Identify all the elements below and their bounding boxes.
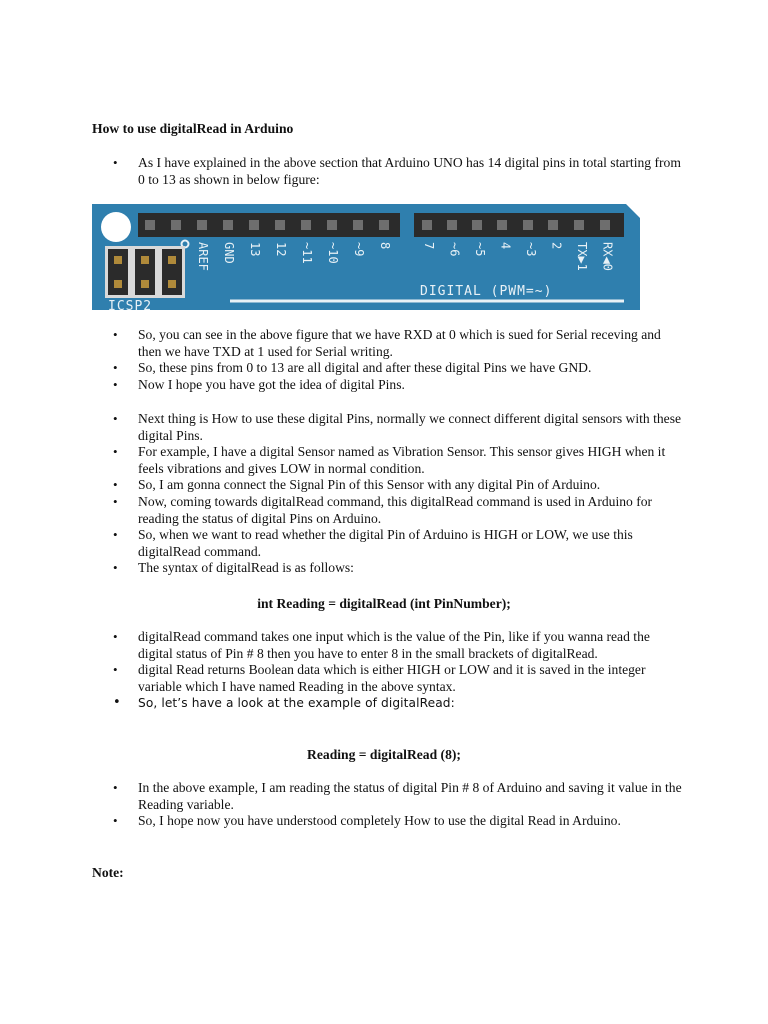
example-code-line: Reading = digitalRead (8); <box>307 747 461 762</box>
list-item: • Now I hope you have got the idea of digital Pins. <box>92 377 682 394</box>
pin-label: AREF <box>196 242 210 271</box>
mounting-hole <box>101 212 131 242</box>
note-label: Note: <box>92 865 124 880</box>
pin-label: ~10 <box>326 242 340 264</box>
pin-label: ~6 <box>447 242 462 257</box>
list-item: • So, you can see in the above figure that we have RXD at 0 which is sued for Serial receving and then we have TXD at 1 used for Serial writing. <box>92 327 682 360</box>
list-item: • In the above example, I am reading the status of digital Pin # 8 of Arduino and saving it value in the Reading variable. <box>92 780 682 813</box>
pin-label: 4 <box>498 242 513 250</box>
list-item: • The syntax of digitalRead is as follows: <box>92 560 682 577</box>
pin-label: 8 <box>378 242 392 250</box>
intro-list <box>92 155 682 188</box>
section-heading: How to use digitalRead in Arduino <box>92 121 294 136</box>
list-item: • So, these pins from 0 to 13 are all digital and after these digital Pins we have GND. <box>92 360 682 377</box>
digital-pwm-label: DIGITAL (PWM=~) <box>420 284 553 299</box>
list-item: • digitalRead command takes one input which is the value of the Pin, like if you wanna read the digital status of Pin # 8 then you have to enter 8 in the small brackets of digitalRead. <box>92 629 682 662</box>
list-item: • digital Read returns Boolean data which is either HIGH or LOW and it is saved in the integer variable which I have named Reading in the above syntax. <box>92 662 682 695</box>
list-item: • Now, coming towards digitalRead command, this digitalRead command is used in Arduino for reading the status of digital Pins on Arduino. <box>92 494 682 527</box>
list-item: • For example, I have a digital Sensor named as Vibration Sensor. This sensor gives HIGH when it feels vibrations and gives LOW in normal condition. <box>92 444 682 477</box>
arduino-board-image <box>92 204 640 310</box>
explanation-list <box>92 327 682 393</box>
usage-list <box>92 411 682 577</box>
pin-label: 12 <box>274 242 288 257</box>
pin-label: RX◀0 <box>600 242 615 271</box>
syntax-explanation-list <box>92 629 682 712</box>
pin-label: ~3 <box>524 242 538 257</box>
list-item: • Next thing is How to use these digital Pins, normally we connect different digital sensors with these digital Pins. <box>92 411 682 444</box>
icsp-label: ICSP2 <box>108 299 153 310</box>
right-pin-header <box>414 213 624 237</box>
arduino-header-figure <box>92 204 640 310</box>
pin-label: ~11 <box>300 242 314 264</box>
syntax-code-line: int Reading = digitalRead (int PinNumber); <box>257 596 511 611</box>
pin-label: 7 <box>422 242 436 250</box>
pin-label: ~9 <box>352 242 366 257</box>
pin-label: TX▶1 <box>575 242 589 271</box>
pin-label: 13 <box>248 242 262 257</box>
pin-label: GND <box>222 242 236 264</box>
example-explanation-list <box>92 780 682 830</box>
pin-label: 2 <box>549 242 564 250</box>
list-item: • So, I hope now you have understood completely How to use the digital Read in Arduino. <box>92 813 682 830</box>
list-item: • So, when we want to read whether the digital Pin of Arduino is HIGH or LOW, we use this digitalRead command. <box>92 527 682 560</box>
list-item: • As I have explained in the above section that Arduino UNO has 14 digital pins in total starting from 0 to 13 as shown in below figure: <box>92 155 682 188</box>
list-item: • So, let’s have a look at the example of digitalRead: <box>92 695 682 712</box>
list-item: • So, I am gonna connect the Signal Pin of this Sensor with any digital Pin of Arduino. <box>92 477 682 494</box>
pin-label: ~5 <box>473 242 487 257</box>
